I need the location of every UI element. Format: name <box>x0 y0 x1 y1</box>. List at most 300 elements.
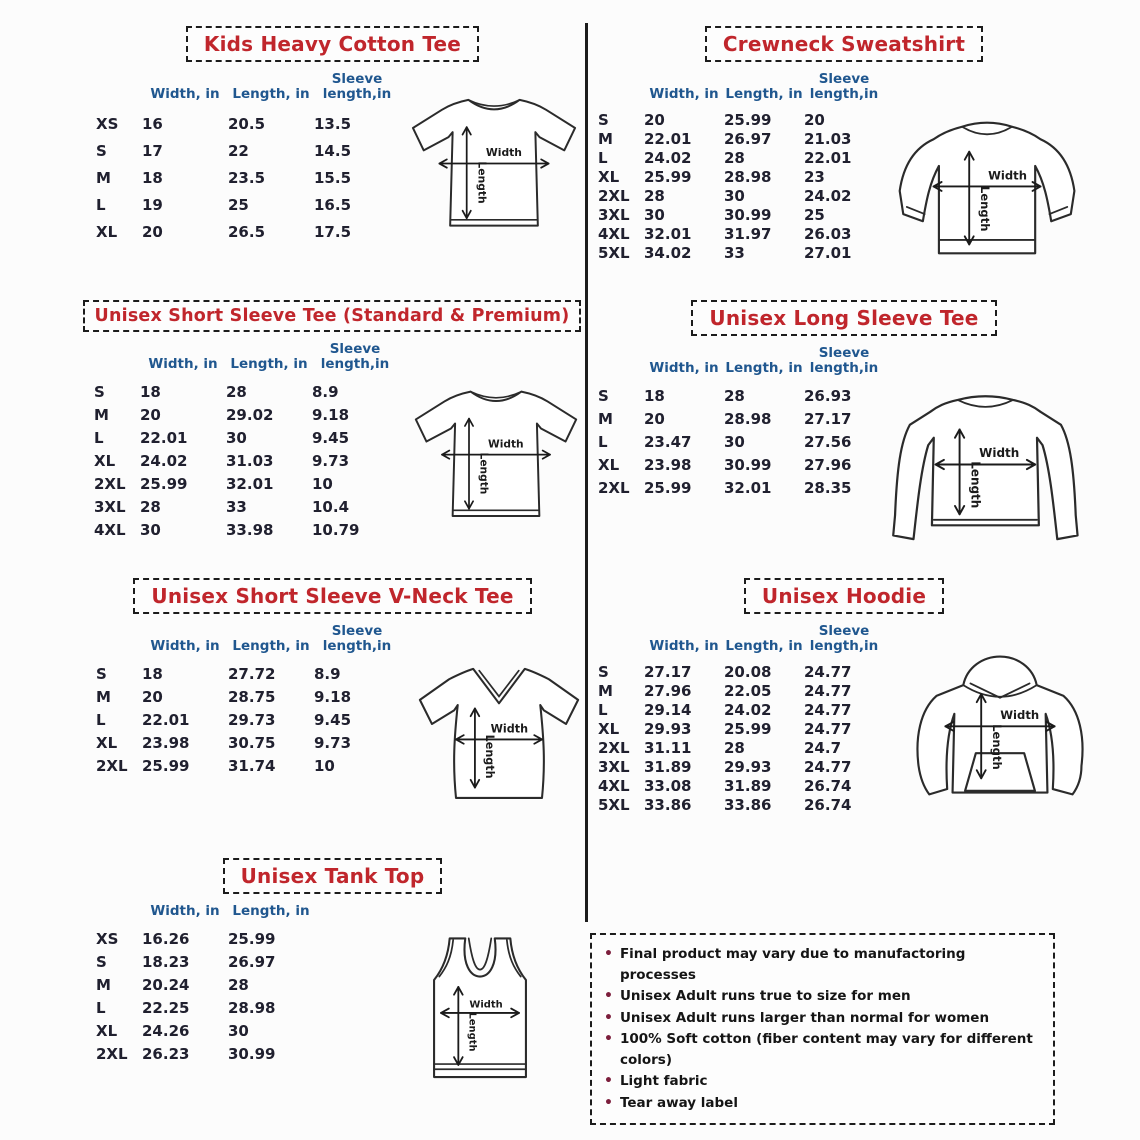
measure-value: 15.5 <box>314 169 352 188</box>
measure-value: 18 <box>644 387 665 406</box>
measure-value: 25.99 <box>724 111 772 130</box>
width-label: Width <box>469 999 503 1011</box>
size-row <box>598 385 884 408</box>
size-row <box>598 225 884 244</box>
size-label: L <box>96 999 106 1018</box>
size-table <box>598 346 884 500</box>
measure-value: 8.9 <box>312 383 339 402</box>
vneck-diagram <box>413 650 585 813</box>
panel-crewneck-sweatshirt <box>594 26 1094 298</box>
column-header: Sleeve length,in <box>809 623 879 654</box>
measure-value: 28 <box>140 498 161 517</box>
note-item <box>604 1029 1041 1071</box>
size-label: 4XL <box>598 777 630 796</box>
size-row <box>94 427 398 450</box>
measure-value: 28.98 <box>228 999 276 1018</box>
measure-value: 31.89 <box>724 777 772 796</box>
column-header: Width, in <box>649 359 719 376</box>
size-row <box>598 720 884 739</box>
size-row <box>96 709 400 732</box>
size-label: XL <box>96 1022 118 1041</box>
measure-value: 20 <box>644 410 665 429</box>
measure-value: 23.47 <box>644 433 692 452</box>
note-item <box>604 944 1041 986</box>
length-label: Length <box>475 161 489 204</box>
length-label: Length <box>483 734 497 779</box>
measure-value: 30.99 <box>724 456 772 475</box>
column-header: Sleeve length,in <box>809 71 879 102</box>
measure-value: 24.02 <box>724 701 772 720</box>
measure-value: 29.14 <box>644 701 692 720</box>
sweatshirt-diagram <box>889 100 1094 269</box>
measure-value: 25 <box>228 196 249 215</box>
size-row <box>598 130 884 149</box>
size-row <box>96 951 314 974</box>
tshirt-diagram <box>403 80 585 245</box>
measure-value: 30.75 <box>228 734 276 753</box>
measure-value: 20 <box>804 111 825 130</box>
size-table <box>598 624 884 815</box>
measure-value: 28.35 <box>804 479 852 498</box>
measure-value: 26.74 <box>804 777 852 796</box>
size-row <box>598 431 884 454</box>
size-row <box>96 219 400 246</box>
size-row <box>598 111 884 130</box>
measure-value: 20.24 <box>142 976 190 995</box>
size-row <box>94 519 398 542</box>
measure-value: 23 <box>804 168 825 187</box>
size-label: S <box>96 665 107 684</box>
measure-value: 33.98 <box>226 521 274 540</box>
column-header: Length, in <box>232 903 310 919</box>
hoodie-diagram <box>906 644 1094 823</box>
measure-value: 24.26 <box>142 1022 190 1041</box>
measure-value: 17 <box>142 142 163 161</box>
measure-value: 9.45 <box>312 429 350 448</box>
measure-value: 8.9 <box>314 665 341 684</box>
measure-value: 20 <box>142 223 163 242</box>
measure-value: 27.96 <box>644 682 692 701</box>
size-row <box>598 244 884 263</box>
size-row <box>96 192 400 219</box>
size-label: 4XL <box>94 521 126 540</box>
size-column-spacer <box>94 342 140 381</box>
header-row <box>94 342 398 381</box>
size-label: XL <box>96 223 118 242</box>
measure-value: 9.18 <box>312 406 350 425</box>
size-label: 2XL <box>96 757 128 776</box>
size-label: L <box>96 196 106 215</box>
measure-value: 28.98 <box>724 168 772 187</box>
measure-value: 25 <box>804 206 825 225</box>
section-title: Crewneck Sweatshirt <box>705 26 983 62</box>
measure-value: 9.73 <box>312 452 350 471</box>
measure-value: 25.99 <box>724 720 772 739</box>
measure-value: 24.77 <box>804 720 852 739</box>
size-label: M <box>96 688 111 707</box>
measure-value: 30.99 <box>228 1045 276 1064</box>
measure-value: 27.96 <box>804 456 852 475</box>
width-label: Width <box>490 722 529 736</box>
size-label: 2XL <box>598 739 630 758</box>
section-title: Unisex Tank Top <box>223 858 443 894</box>
size-label: XL <box>598 168 620 187</box>
length-label: Length <box>477 452 491 495</box>
note-item <box>604 1008 1041 1030</box>
size-row <box>96 1043 314 1066</box>
measure-value: 18 <box>142 665 163 684</box>
measure-value: 26.97 <box>228 953 276 972</box>
size-label: XL <box>94 452 116 471</box>
measure-value: 24.77 <box>804 682 852 701</box>
measure-value: 29.93 <box>724 758 772 777</box>
size-row <box>96 165 400 192</box>
column-header: Length, in <box>725 637 803 654</box>
measure-value: 25.99 <box>644 479 692 498</box>
panel-unisex-vneck-tee <box>80 578 585 854</box>
measure-value: 20 <box>140 406 161 425</box>
length-label: Length <box>977 185 992 232</box>
measure-value: 20 <box>644 111 665 130</box>
size-row <box>96 138 400 165</box>
size-column-spacer <box>598 72 644 111</box>
size-label: 2XL <box>96 1045 128 1064</box>
measure-value: 24.77 <box>804 663 852 682</box>
column-header: Width, in <box>150 637 220 654</box>
measure-value: 29.73 <box>228 711 276 730</box>
note-item <box>604 1071 1041 1093</box>
measure-value: 10 <box>312 475 333 494</box>
size-table <box>598 72 884 263</box>
size-row <box>598 777 884 796</box>
measure-value: 20 <box>142 688 163 707</box>
bullet-icon: • <box>604 1073 613 1090</box>
size-label: 3XL <box>94 498 126 517</box>
measure-value: 26.74 <box>804 796 852 815</box>
size-column-spacer <box>598 346 644 385</box>
measure-value: 24.7 <box>804 739 842 758</box>
size-label: S <box>96 142 107 161</box>
measure-value: 22.25 <box>142 999 190 1018</box>
measure-value: 31.03 <box>226 452 274 471</box>
size-row <box>598 758 884 777</box>
measure-value: 10.79 <box>312 521 360 540</box>
section-title: Unisex Hoodie <box>744 578 944 614</box>
column-header: Width, in <box>649 637 719 654</box>
measure-value: 25.99 <box>644 168 692 187</box>
size-label: 2XL <box>94 475 126 494</box>
panel-unisex-tank-top <box>80 858 585 1134</box>
bullet-icon: • <box>604 1094 613 1111</box>
size-label: S <box>598 663 609 682</box>
length-label: Length <box>466 1012 478 1052</box>
product-notes-box <box>590 933 1055 1125</box>
bullet-icon: • <box>604 987 613 1004</box>
size-row <box>598 187 884 206</box>
measure-value: 26.97 <box>724 130 772 149</box>
measure-value: 28 <box>724 739 745 758</box>
column-header: Length, in <box>232 637 310 654</box>
panel-kids-heavy-cotton-tee <box>80 26 585 298</box>
size-row <box>96 111 400 138</box>
header-row <box>96 72 400 111</box>
measure-value: 17.5 <box>314 223 352 242</box>
size-label: M <box>96 169 111 188</box>
measure-value: 26.5 <box>228 223 266 242</box>
width-label: Width <box>485 146 522 160</box>
measure-value: 18.23 <box>142 953 190 972</box>
measure-value: 30 <box>228 1022 249 1041</box>
column-header: Width, in <box>150 85 220 102</box>
size-column-spacer <box>96 904 142 928</box>
measure-value: 22.05 <box>724 682 772 701</box>
measure-value: 33.86 <box>724 796 772 815</box>
size-label: 3XL <box>598 206 630 225</box>
measure-value: 26.93 <box>804 387 852 406</box>
header-row <box>96 904 314 928</box>
size-label: 4XL <box>598 225 630 244</box>
size-label: XS <box>96 930 119 949</box>
note-text: Final product may vary due to manufactoring processes <box>619 946 966 983</box>
size-label: L <box>94 429 104 448</box>
width-label: Width <box>1000 708 1040 723</box>
bullet-icon: • <box>604 1009 613 1026</box>
header-row <box>598 346 884 385</box>
measure-value: 28 <box>724 387 745 406</box>
size-row <box>94 473 398 496</box>
size-column-spacer <box>598 624 644 663</box>
column-header: Sleeve length,in <box>320 341 390 372</box>
measure-value: 9.18 <box>314 688 352 707</box>
measure-value: 23.98 <box>142 734 190 753</box>
size-label: M <box>598 682 613 701</box>
size-row <box>96 928 314 951</box>
measure-value: 23.5 <box>228 169 266 188</box>
measure-value: 28.75 <box>228 688 276 707</box>
header-row <box>598 624 884 663</box>
measure-value: 22.01 <box>644 130 692 149</box>
measure-value: 27.72 <box>228 665 276 684</box>
measure-value: 28 <box>644 187 665 206</box>
size-row <box>96 755 400 778</box>
measure-value: 33.08 <box>644 777 692 796</box>
size-row <box>94 381 398 404</box>
notes-list <box>604 944 1041 1114</box>
measure-value: 32.01 <box>226 475 274 494</box>
size-label: L <box>96 711 106 730</box>
size-row <box>598 454 884 477</box>
size-row <box>598 739 884 758</box>
measure-value: 28 <box>226 383 247 402</box>
panel-unisex-long-sleeve-tee <box>594 300 1094 576</box>
measure-value: 29.93 <box>644 720 692 739</box>
measure-value: 19 <box>142 196 163 215</box>
column-header: Width, in <box>150 903 220 919</box>
measure-value: 30 <box>724 187 745 206</box>
size-row <box>598 168 884 187</box>
measure-value: 30 <box>724 433 745 452</box>
measure-value: 9.73 <box>314 734 352 753</box>
size-label: S <box>96 953 107 972</box>
column-header: Width, in <box>649 85 719 102</box>
length-label: Length <box>968 461 983 509</box>
size-label: 5XL <box>598 244 630 263</box>
column-header: Length, in <box>232 85 310 102</box>
measure-value: 22.01 <box>142 711 190 730</box>
note-text: 100% Soft cotton (fiber content may vary for different colors) <box>619 1031 1033 1069</box>
size-row <box>598 477 884 500</box>
panel-unisex-short-sleeve-tee <box>78 300 586 576</box>
size-label: M <box>598 130 613 149</box>
measure-value: 28.98 <box>724 410 772 429</box>
size-label: XL <box>96 734 118 753</box>
measure-value: 14.5 <box>314 142 352 161</box>
measure-value: 26.03 <box>804 225 852 244</box>
measure-value: 22 <box>228 142 249 161</box>
measure-value: 24.02 <box>140 452 188 471</box>
size-label: XL <box>598 720 620 739</box>
measure-value: 34.02 <box>644 244 692 263</box>
size-row <box>96 997 314 1020</box>
measure-value: 32.01 <box>644 225 692 244</box>
column-header: Sleeve length,in <box>322 623 392 654</box>
size-label: M <box>94 406 109 425</box>
measure-value: 30.99 <box>724 206 772 225</box>
measure-value: 29.02 <box>226 406 274 425</box>
measure-value: 16.26 <box>142 930 190 949</box>
size-row <box>96 1020 314 1043</box>
measure-value: 27.17 <box>644 663 692 682</box>
measure-value: 10.4 <box>312 498 350 517</box>
measure-value: 26.23 <box>142 1045 190 1064</box>
size-row <box>96 974 314 997</box>
size-label: 3XL <box>598 758 630 777</box>
measure-value: 33 <box>226 498 247 517</box>
bullet-icon: • <box>604 1031 613 1048</box>
size-row <box>94 496 398 519</box>
size-label: S <box>598 111 609 130</box>
measure-value: 27.17 <box>804 410 852 429</box>
measure-value: 28 <box>228 976 249 995</box>
column-header: Length, in <box>725 85 803 102</box>
size-label: 5XL <box>598 796 630 815</box>
size-row <box>94 404 398 427</box>
size-row <box>96 686 400 709</box>
note-text: Light fabric <box>619 1073 708 1090</box>
measure-value: 24.77 <box>804 701 852 720</box>
size-table <box>96 72 400 246</box>
width-label: Width <box>488 437 524 451</box>
size-row <box>598 408 884 431</box>
measure-value: 16 <box>142 115 163 134</box>
measure-value: 25.99 <box>228 930 276 949</box>
width-label: Width <box>988 168 1027 183</box>
section-title: Kids Heavy Cotton Tee <box>186 26 479 62</box>
measure-value: 33 <box>724 244 745 263</box>
width-label: Width <box>979 446 1020 461</box>
measure-value: 31.97 <box>724 225 772 244</box>
length-label: Length <box>989 724 1004 770</box>
measure-value: 16.5 <box>314 196 352 215</box>
column-header: Sleeve length,in <box>322 71 392 102</box>
size-label: S <box>598 387 609 406</box>
size-label: S <box>94 383 105 402</box>
measure-value: 23.98 <box>644 456 692 475</box>
measure-value: 18 <box>140 383 161 402</box>
size-label: L <box>598 433 608 452</box>
size-column-spacer <box>96 624 142 663</box>
size-row <box>598 682 884 701</box>
measure-value: 24.02 <box>644 149 692 168</box>
tank-diagram <box>415 928 545 1101</box>
size-column-spacer <box>96 72 142 111</box>
note-text: Tear away label <box>619 1094 738 1111</box>
note-text: Unisex Adult runs larger than normal for women <box>619 1009 990 1026</box>
size-row <box>598 206 884 225</box>
size-label: L <box>598 701 608 720</box>
measure-value: 31.89 <box>644 758 692 777</box>
size-row <box>598 149 884 168</box>
note-item <box>604 986 1041 1008</box>
size-row <box>598 663 884 682</box>
tshirt-diagram <box>406 372 586 536</box>
size-table <box>96 904 314 1066</box>
measure-value: 31.11 <box>644 739 692 758</box>
size-label: XS <box>96 115 119 134</box>
size-table <box>94 342 398 542</box>
column-header: Sleeve length,in <box>809 345 879 376</box>
section-title: Unisex Short Sleeve Tee (Standard & Premium) <box>83 300 582 332</box>
bullet-icon: • <box>604 946 613 962</box>
header-row <box>96 624 400 663</box>
size-label: XL <box>598 456 620 475</box>
column-header: Length, in <box>725 359 803 376</box>
measure-value: 27.01 <box>804 244 852 263</box>
column-header: Length, in <box>230 355 308 372</box>
measure-value: 9.45 <box>314 711 352 730</box>
note-item <box>604 1093 1041 1115</box>
measure-value: 27.56 <box>804 433 852 452</box>
measure-value: 30 <box>644 206 665 225</box>
measure-value: 18 <box>142 169 163 188</box>
measure-value: 32.01 <box>724 479 772 498</box>
measure-value: 25.99 <box>142 757 190 776</box>
size-label: M <box>598 410 613 429</box>
section-title: Unisex Long Sleeve Tee <box>691 300 996 336</box>
size-table <box>96 624 400 778</box>
panel-unisex-hoodie <box>594 578 1094 862</box>
size-row <box>598 701 884 720</box>
measure-value: 33.86 <box>644 796 692 815</box>
size-row <box>96 663 400 686</box>
header-row <box>598 72 884 111</box>
measure-value: 24.02 <box>804 187 852 206</box>
column-header: Width, in <box>148 355 218 372</box>
measure-value: 28 <box>724 149 745 168</box>
size-label: 2XL <box>598 187 630 206</box>
measure-value: 30 <box>226 429 247 448</box>
measure-value: 30 <box>140 521 161 540</box>
measure-value: 13.5 <box>314 115 352 134</box>
size-label: L <box>598 149 608 168</box>
measure-value: 24.77 <box>804 758 852 777</box>
size-label: M <box>96 976 111 995</box>
measure-value: 20.08 <box>724 663 772 682</box>
measure-value: 20.5 <box>228 115 266 134</box>
measure-value: 25.99 <box>140 475 188 494</box>
measure-value: 22.01 <box>140 429 188 448</box>
longsleeve-diagram <box>884 376 1096 551</box>
